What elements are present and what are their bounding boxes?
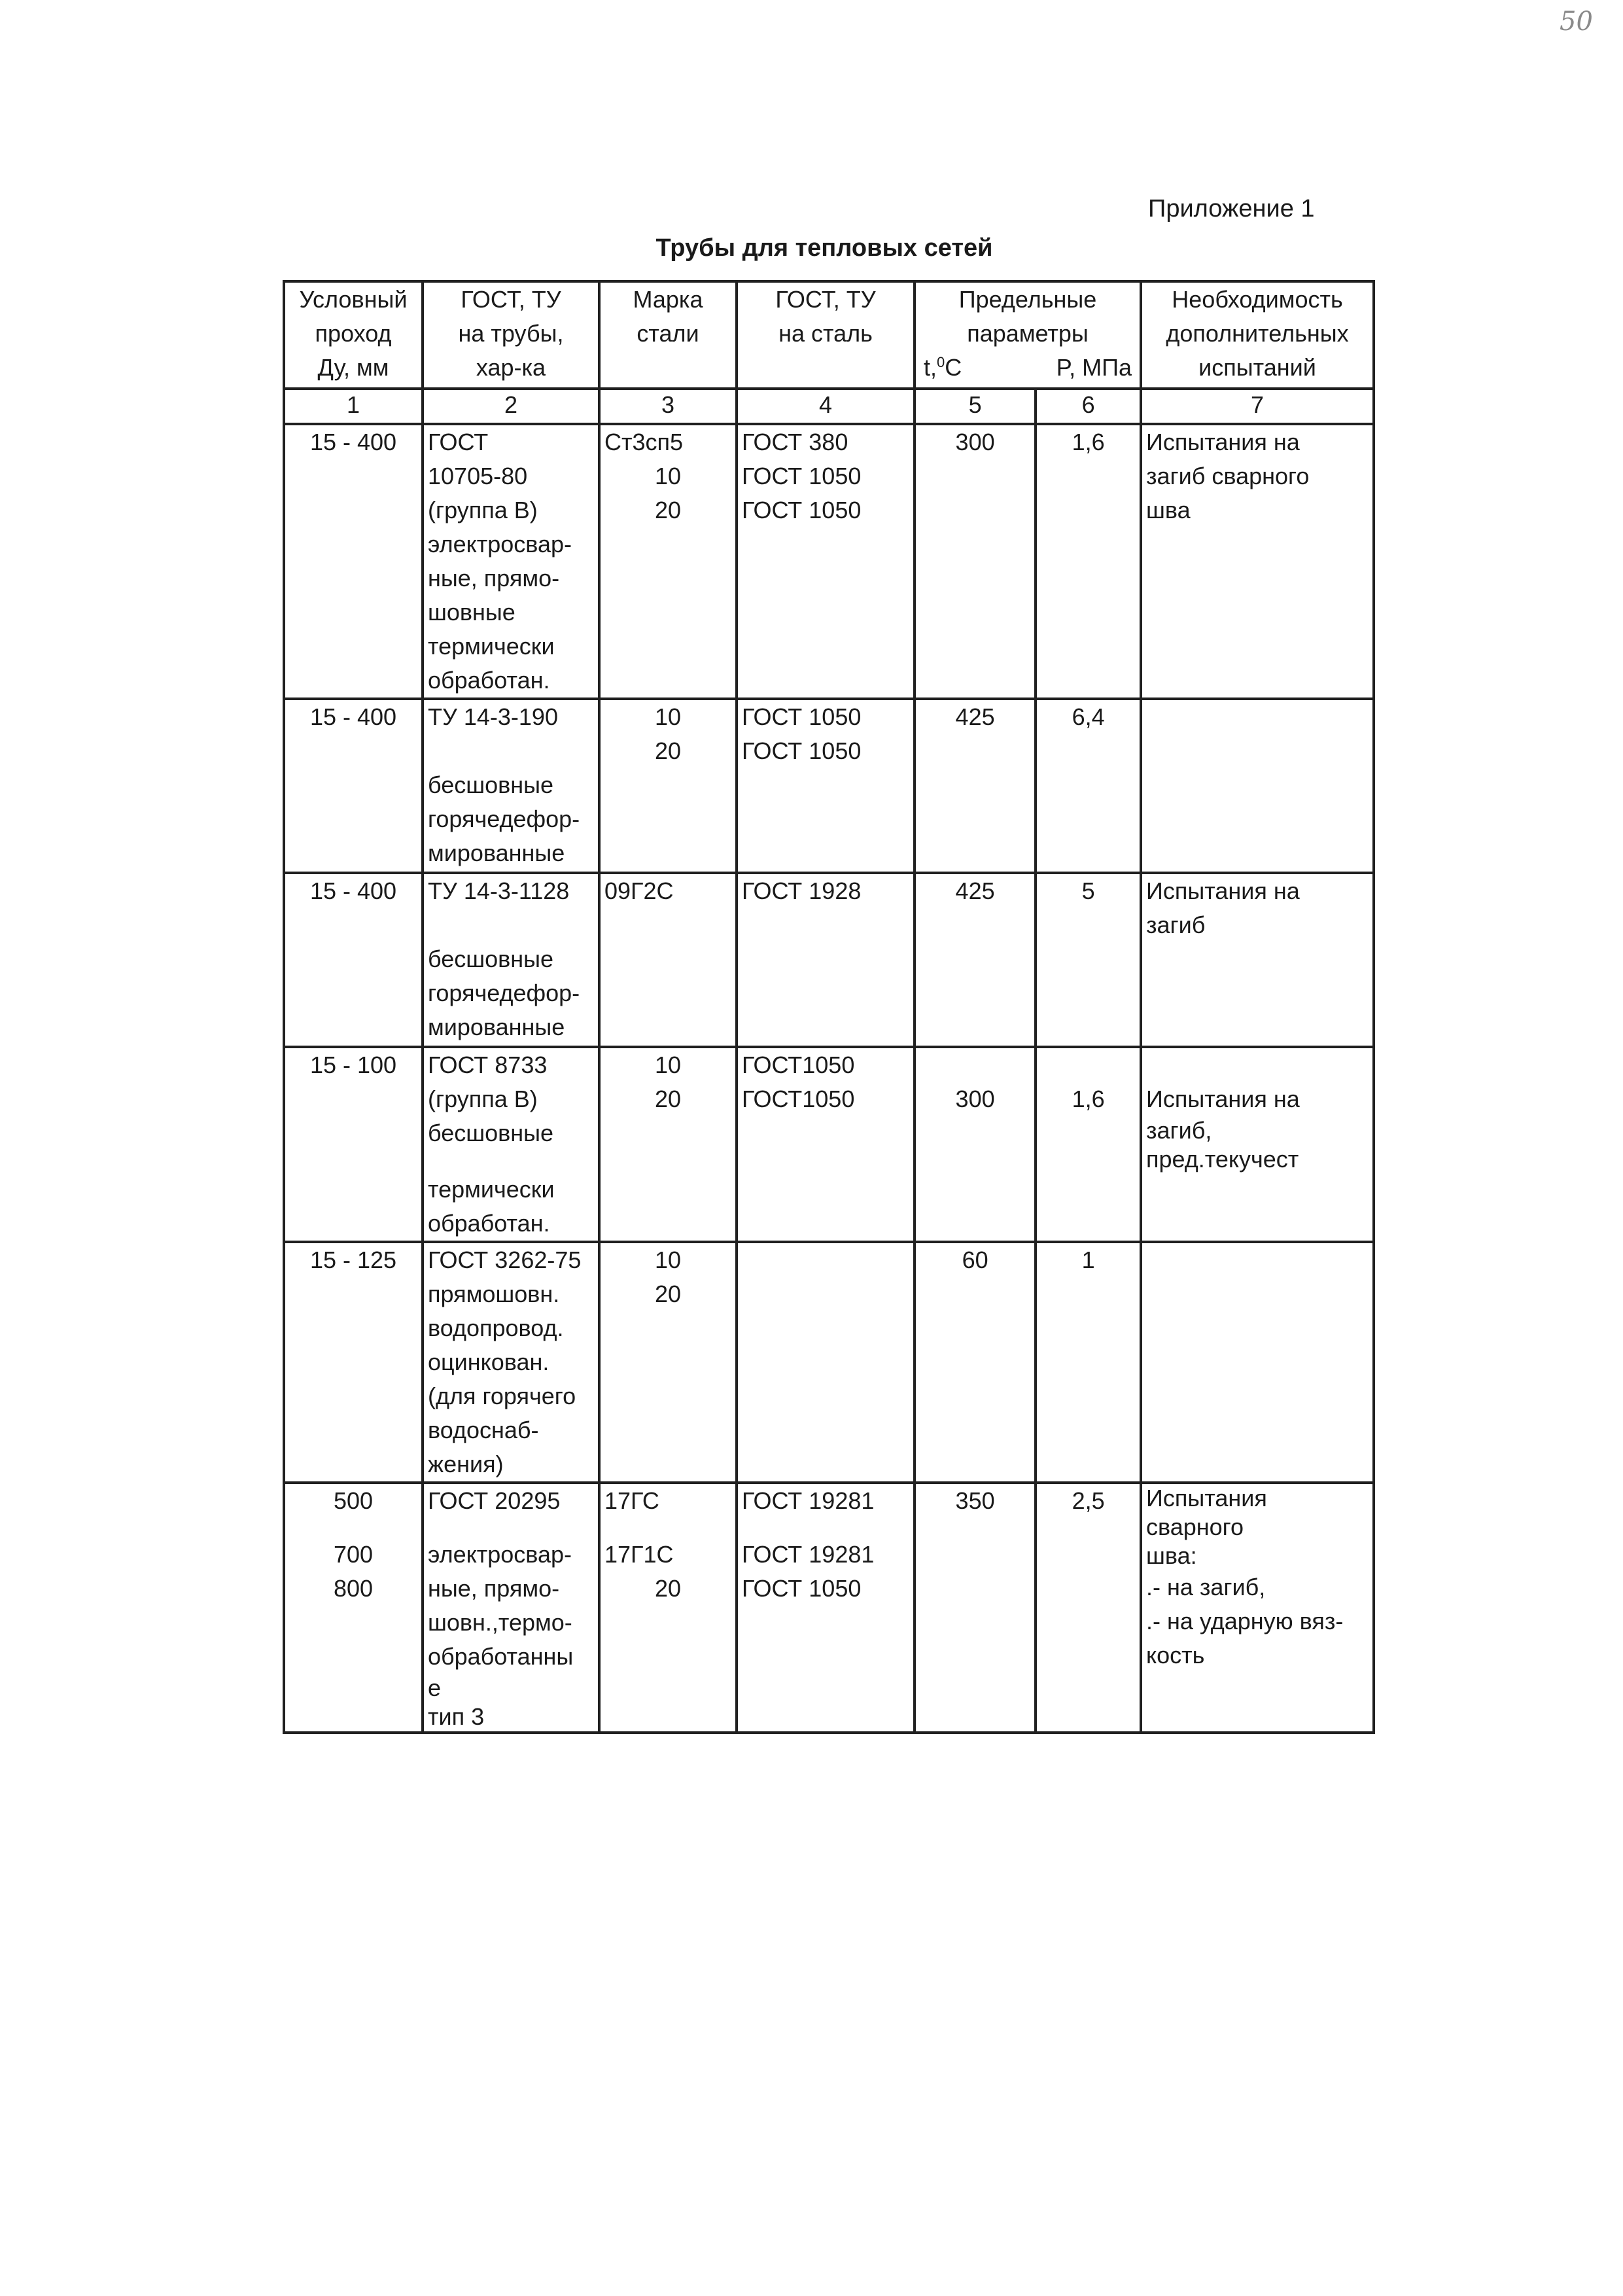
cell-pressure: 1 [1036, 1242, 1141, 1483]
cell-du: 15 - 125 [284, 1242, 423, 1483]
cell-temperature: 425 [915, 699, 1036, 873]
cell-gost-pipe: ТУ 14-3-190 бесшовные горячедефор- мированные [423, 699, 599, 873]
cell-du: 15 - 400 [284, 699, 423, 873]
table-row [284, 873, 1374, 1047]
cell-gost-pipe: ГОСТ 3262-75 прямошовн. водопровод. оцинкован. (для горячего водоснаб- жения) [423, 1242, 599, 1483]
cell-du: 15 - 100 [284, 1047, 423, 1242]
header-temperature: t,$^0$C [924, 354, 962, 381]
pipes-table [283, 280, 1375, 1734]
column-number: 3 [599, 389, 737, 424]
cell-gost-steel: ГОСТ 19281 ГОСТ 19281 ГОСТ 1050 [737, 1483, 915, 1733]
page-number: 50 [1560, 7, 1593, 37]
cell-tests [1141, 1242, 1374, 1483]
cell-du: 15 - 400 [284, 873, 423, 1047]
column-number: 5 [915, 389, 1036, 424]
table-row [284, 1047, 1374, 1242]
cell-temperature: 425 [915, 873, 1036, 1047]
cell-gost-pipe: ГОСТ 10705-80 (группа В) электросвар- ные, прямо- шовные термически обработан. [423, 424, 599, 699]
header-limit-params: Предельные параметры t,$^0$C P, МПа [915, 281, 1141, 389]
column-number-row [284, 389, 1374, 424]
cell-pressure: 1,6 [1036, 1047, 1141, 1242]
cell-temperature: 300 [915, 424, 1036, 699]
cell-gost-steel: ГОСТ 1050 ГОСТ 1050 [737, 699, 915, 873]
cell-tests: Испытания на загиб сварного шва [1141, 424, 1374, 699]
cell-pressure: 5 [1036, 873, 1141, 1047]
cell-gost-pipe: ГОСТ 20295 электросвар- ные, прямо- шовн.,термо- обработанны е тип 3 [423, 1483, 599, 1733]
column-number: 1 [284, 389, 423, 424]
cell-tests: Испытания на загиб [1141, 873, 1374, 1047]
column-number: 7 [1141, 389, 1374, 424]
cell-temperature: 300 [915, 1047, 1036, 1242]
cell-steel: Ст3сп5 10 20 [599, 424, 737, 699]
cell-du: 15 - 400 [284, 424, 423, 699]
cell-gost-pipe: ГОСТ 8733 (группа В) бесшовные термически обработан. [423, 1047, 599, 1242]
cell-temperature: 60 [915, 1242, 1036, 1483]
column-number: 4 [737, 389, 915, 424]
header-du: Условный проход Ду, мм [284, 281, 423, 389]
table-row [284, 1483, 1374, 1733]
cell-pressure: 2,5 [1036, 1483, 1141, 1733]
cell-gost-steel: ГОСТ 1928 [737, 873, 915, 1047]
table-row [284, 699, 1374, 873]
header-pressure: P, МПа [1056, 354, 1132, 381]
cell-pressure: 6,4 [1036, 699, 1141, 873]
column-number: 2 [423, 389, 599, 424]
cell-steel: 10 20 [599, 1242, 737, 1483]
column-number: 6 [1036, 389, 1141, 424]
appendix-label: Приложение 1 [1148, 195, 1315, 222]
table-row [284, 424, 1374, 699]
cell-gost-pipe: ТУ 14-3-1128 бесшовные горячедефор- мированные [423, 873, 599, 1047]
cell-steel: 17ГС 17Г1С 20 [599, 1483, 737, 1733]
cell-temperature: 350 [915, 1483, 1036, 1733]
cell-gost-steel: ГОСТ 380 ГОСТ 1050 ГОСТ 1050 [737, 424, 915, 699]
table-header-row [284, 281, 1374, 389]
cell-pressure: 1,6 [1036, 424, 1141, 699]
cell-gost-steel: ГОСТ1050 ГОСТ1050 [737, 1047, 915, 1242]
document-title: Трубы для тепловых сетей [655, 234, 993, 262]
cell-steel: 10 20 [599, 1047, 737, 1242]
cell-tests: Испытания на загиб, пред.текучест [1141, 1047, 1374, 1242]
table-row [284, 1242, 1374, 1483]
header-tests: Необходимость дополнительных испытаний [1141, 281, 1374, 389]
header-steel-grade: Марка стали [599, 281, 737, 389]
header-gost-steel: ГОСТ, ТУ на сталь [737, 281, 915, 389]
header-gost-pipe: ГОСТ, ТУ на трубы, хар-ка [423, 281, 599, 389]
cell-steel: 10 20 [599, 699, 737, 873]
cell-tests [1141, 699, 1374, 873]
cell-du: 500 700 800 [284, 1483, 423, 1733]
cell-gost-steel [737, 1242, 915, 1483]
cell-steel: 09Г2С [599, 873, 737, 1047]
cell-tests: Испытания сварного шва: .- на загиб, .- на ударную вяз- кость [1141, 1483, 1374, 1733]
